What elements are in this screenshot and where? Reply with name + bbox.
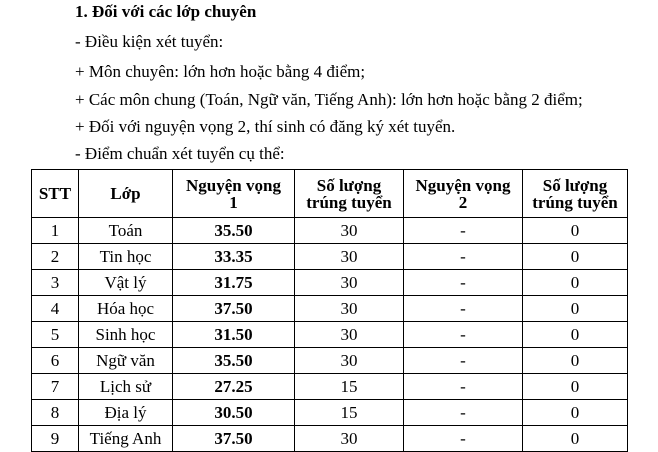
- cell-class: Tin học: [79, 244, 173, 270]
- table-row: [32, 218, 628, 244]
- cell-choice-1-score: 31.50: [173, 322, 295, 348]
- cell-choice-2-score: -: [404, 244, 523, 270]
- table-row: [32, 400, 628, 426]
- cell-class: Ngữ văn: [79, 348, 173, 374]
- cell-stt: 8: [32, 400, 79, 426]
- cell-admitted-1: 30: [295, 322, 404, 348]
- cell-stt: 1: [32, 218, 79, 244]
- cell-class: Địa lý: [79, 400, 173, 426]
- cell-admitted-2: 0: [523, 322, 628, 348]
- cell-choice-2-score: -: [404, 400, 523, 426]
- criteria-intro: - Điều kiện xét tuyển:: [75, 32, 224, 51]
- cell-admitted-2: 0: [523, 348, 628, 374]
- table-row: [32, 374, 628, 400]
- cell-choice-2-score: -: [404, 296, 523, 322]
- cell-class: Sinh học: [79, 322, 173, 348]
- cell-admitted-2: 0: [523, 270, 628, 296]
- cell-choice-1-score: 37.50: [173, 296, 295, 322]
- cell-choice-2-score: -: [404, 426, 523, 452]
- cell-choice-1-score: 33.35: [173, 244, 295, 270]
- cell-admitted-2: 0: [523, 244, 628, 270]
- cell-admitted-2: 0: [523, 218, 628, 244]
- table-header-row: [32, 170, 628, 218]
- header-choice-1: Nguyện vọng 1: [173, 170, 295, 218]
- header-admitted-1: Số lượng trúng tuyển: [295, 170, 404, 218]
- cell-admitted-2: 0: [523, 400, 628, 426]
- table-row: [32, 244, 628, 270]
- criteria-major-subject: + Môn chuyên: lớn hơn hoặc bằng 4 điểm;: [75, 62, 366, 81]
- cell-stt: 5: [32, 322, 79, 348]
- cell-choice-2-score: -: [404, 348, 523, 374]
- cell-stt: 2: [32, 244, 79, 270]
- cell-stt: 7: [32, 374, 79, 400]
- cell-choice-1-score: 35.50: [173, 348, 295, 374]
- criteria-common-subjects: + Các môn chung (Toán, Ngữ văn, Tiếng Anh): lớn hơn hoặc bằng 2 điểm;: [75, 90, 583, 109]
- cell-choice-1-score: 27.25: [173, 374, 295, 400]
- cell-admitted-1: 15: [295, 400, 404, 426]
- cell-admitted-1: 30: [295, 244, 404, 270]
- cell-class: Hóa học: [79, 296, 173, 322]
- cell-stt: 9: [32, 426, 79, 452]
- cell-admitted-1: 30: [295, 348, 404, 374]
- cell-admitted-1: 30: [295, 218, 404, 244]
- cell-class: Vật lý: [79, 270, 173, 296]
- section-heading: 1. Đối với các lớp chuyên: [75, 2, 257, 21]
- table-row: [32, 270, 628, 296]
- header-choice-2: Nguyện vọng 2: [404, 170, 523, 218]
- criteria-second-choice: + Đối với nguyện vọng 2, thí sinh có đăng ký xét tuyển.: [75, 117, 456, 136]
- table-row: [32, 322, 628, 348]
- cell-admitted-2: 0: [523, 296, 628, 322]
- cell-choice-1-score: 30.50: [173, 400, 295, 426]
- cell-class: Lịch sử: [79, 374, 173, 400]
- cell-choice-2-score: -: [404, 218, 523, 244]
- header-stt: STT: [32, 170, 79, 218]
- cell-choice-2-score: -: [404, 374, 523, 400]
- cell-stt: 6: [32, 348, 79, 374]
- cell-admitted-1: 30: [295, 270, 404, 296]
- table-row: [32, 296, 628, 322]
- cell-stt: 4: [32, 296, 79, 322]
- cell-admitted-1: 30: [295, 426, 404, 452]
- cell-class: Toán: [79, 218, 173, 244]
- cutoff-scores-table: [31, 169, 628, 452]
- cell-choice-1-score: 37.50: [173, 426, 295, 452]
- cell-choice-2-score: -: [404, 270, 523, 296]
- cell-admitted-2: 0: [523, 374, 628, 400]
- cell-choice-2-score: -: [404, 322, 523, 348]
- cell-class: Tiếng Anh: [79, 426, 173, 452]
- header-class: Lớp: [79, 170, 173, 218]
- table-row: [32, 348, 628, 374]
- cell-choice-1-score: 31.75: [173, 270, 295, 296]
- cutoff-intro: - Điểm chuẩn xét tuyển cụ thể:: [75, 144, 285, 163]
- cell-admitted-2: 0: [523, 426, 628, 452]
- cell-admitted-1: 30: [295, 296, 404, 322]
- cell-stt: 3: [32, 270, 79, 296]
- table-row: [32, 426, 628, 452]
- header-admitted-2: Số lượng trúng tuyển: [523, 170, 628, 218]
- cell-admitted-1: 15: [295, 374, 404, 400]
- cell-choice-1-score: 35.50: [173, 218, 295, 244]
